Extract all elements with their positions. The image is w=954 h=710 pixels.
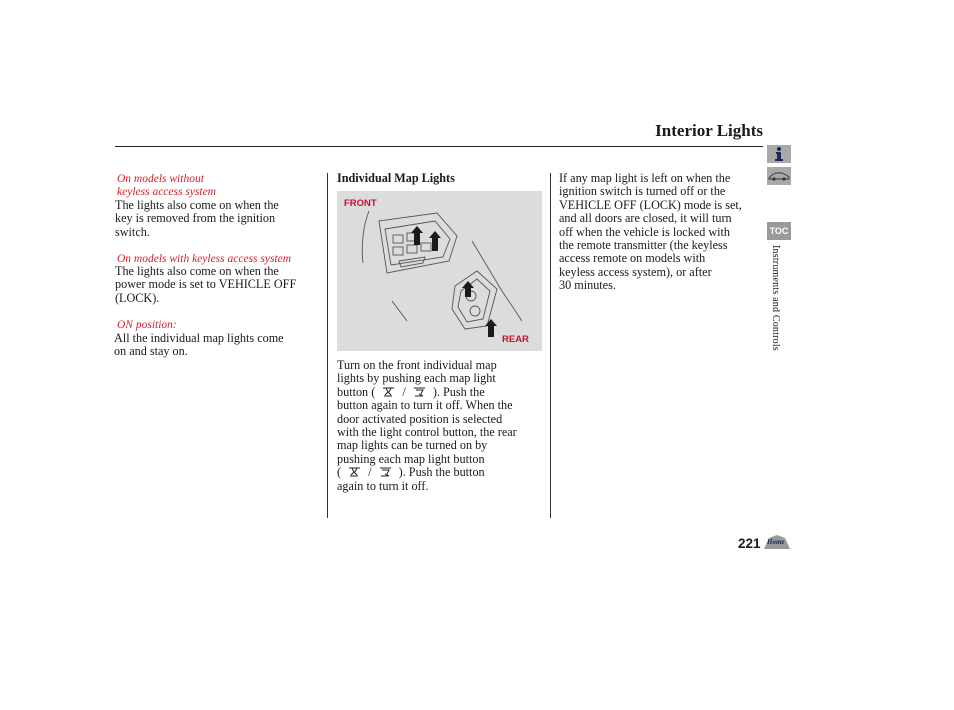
- condition-keyless: On models with keyless access system: [117, 253, 292, 265]
- section-label: Instruments and Controls: [770, 245, 781, 351]
- paragraph-map-lights: [337, 359, 517, 493]
- text-line: with the light control button, the rear: [337, 425, 517, 440]
- map-light-right-icon: [379, 467, 392, 477]
- text-line: (LOCK).: [115, 290, 160, 305]
- condition-line: On models without: [117, 173, 204, 185]
- text-line: The lights also come on when the: [115, 198, 279, 212]
- text-line: access remote on models with: [559, 251, 706, 266]
- text-fragment: (: [337, 465, 342, 480]
- section-tab: [770, 245, 784, 370]
- text-fragment: ). Push the: [432, 384, 485, 399]
- text-line: keyless access system), or after: [559, 264, 712, 279]
- text-line: switch.: [115, 224, 150, 239]
- text-fragment: ). Push the button: [398, 465, 485, 480]
- text-line: 30 minutes.: [559, 278, 616, 293]
- column-divider: [327, 173, 328, 518]
- condition-no-keyless: [117, 173, 216, 199]
- condition-on-position: ON position:: [117, 319, 177, 331]
- text-fragment: /: [402, 384, 406, 399]
- toc-button[interactable]: TOC: [767, 222, 791, 240]
- text-line: again to turn it off.: [337, 478, 429, 493]
- paragraph-keyless: [115, 265, 296, 305]
- text-line: lights by pushing each map light: [337, 371, 496, 386]
- text-line: VEHICLE OFF (LOCK) mode is set,: [559, 197, 742, 212]
- info-button[interactable]: [767, 145, 791, 163]
- text-line: door activated position is selected: [337, 411, 503, 426]
- text-line: map lights can be turned on by: [337, 438, 488, 453]
- map-light-left-icon: [348, 467, 361, 477]
- text-line: Turn on the front individual map: [337, 358, 497, 372]
- text-fragment: button (: [337, 384, 376, 399]
- text-line: the remote transmitter (the keyless: [559, 238, 728, 253]
- paragraph-auto-off: [559, 172, 742, 293]
- front-label: FRONT: [344, 198, 377, 209]
- car-button[interactable]: [767, 167, 791, 185]
- text-line: off when the vehicle is locked with: [559, 224, 731, 239]
- map-light-left-icon: [382, 387, 395, 397]
- section-heading: Individual Map Lights: [337, 171, 455, 185]
- page-title: Interior Lights: [655, 121, 763, 140]
- text-line: button again to turn it off. When the: [337, 398, 513, 413]
- paragraph-no-keyless: [115, 199, 279, 239]
- text-line: and all doors are closed, it will turn: [559, 211, 732, 226]
- paragraph-on-position: [114, 332, 284, 359]
- text-line: power mode is set to VEHICLE OFF: [115, 277, 297, 292]
- text-line: All the individual map lights come: [114, 331, 284, 345]
- text-line: [337, 466, 517, 479]
- text-line: pushing each map light button: [337, 451, 485, 466]
- text-line: on and stay on.: [114, 344, 188, 359]
- home-label: Home: [767, 538, 785, 546]
- text-line: ignition switch is turned off or the: [559, 184, 726, 199]
- column-divider: [550, 173, 551, 518]
- title-rule: [115, 146, 763, 147]
- car-icon: [767, 167, 791, 185]
- map-lights-figure: [337, 191, 542, 351]
- text-line: key is removed from the ignition: [115, 211, 276, 226]
- rear-label: REAR: [502, 334, 529, 345]
- text-line: The lights also come on when the: [115, 264, 279, 278]
- text-line: If any map light is left on when the: [559, 171, 731, 185]
- condition-line: keyless access system: [117, 186, 216, 198]
- info-icon: [767, 145, 791, 163]
- map-light-right-icon: [413, 387, 426, 397]
- text-line: [337, 386, 517, 399]
- page-number: 221: [738, 536, 761, 551]
- home-button[interactable]: [763, 535, 791, 550]
- text-fragment: /: [368, 465, 372, 480]
- map-lights-illustration: [337, 191, 542, 351]
